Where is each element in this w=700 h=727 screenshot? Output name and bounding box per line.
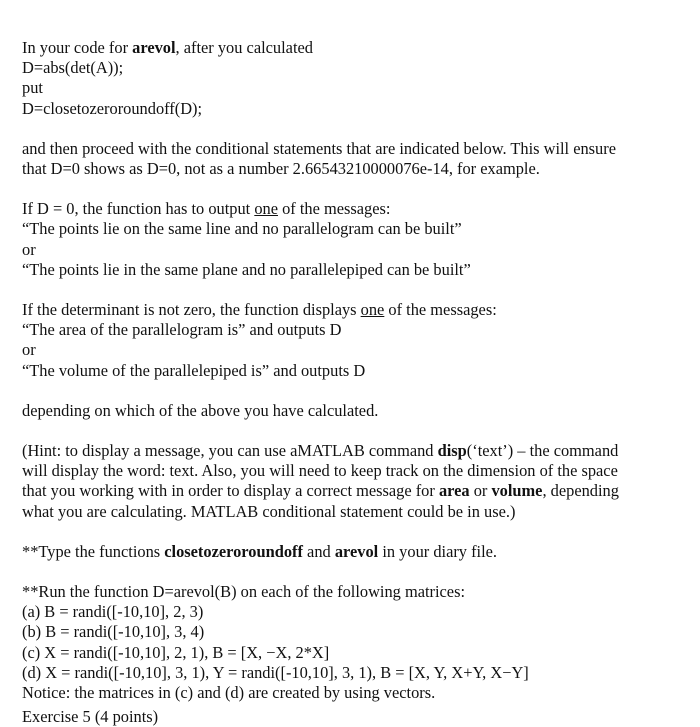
function-name-arevol: arevol xyxy=(132,38,176,57)
paragraph-hint xyxy=(22,441,662,522)
list-item: (c) X = randi([-10,10], 2, 1), B = [X, −X, 2*X] xyxy=(22,642,330,662)
text-line: put xyxy=(22,78,43,98)
message-line: “The area of the parallelogram is” and outputs D xyxy=(22,320,342,340)
paragraph-code-instructions xyxy=(22,38,662,119)
text-line: will display the word: text. Also, you will need to keep track on the dimension of the space xyxy=(22,461,618,481)
paragraph-depending xyxy=(22,401,662,421)
list-item: (b) B = randi([-10,10], 3, 4) xyxy=(22,622,205,642)
message-line: “The points lie on the same line and no parallelogram can be built” xyxy=(22,219,462,239)
paragraph-type-functions xyxy=(22,542,662,562)
text-line: or xyxy=(22,239,36,259)
code-line: D=abs(det(A)); xyxy=(22,58,124,78)
text-line: depending on which of the above you have calculated. xyxy=(22,400,379,420)
text-line: or xyxy=(22,340,36,360)
list-item: (d) X = randi([-10,10], 3, 1), Y = randi([-10,10], 3, 1), B = [X, Y, X+Y, X−Y] xyxy=(22,662,529,682)
text-line: what you are calculating. MATLAB conditional statement could be in use.) xyxy=(22,501,516,521)
text-line: and then proceed with the conditional statements that are indicated below. This will ensure xyxy=(22,138,616,158)
text-line: that you working with in order to display a correct message for area or volume, depending xyxy=(22,481,619,501)
paragraph-conditional xyxy=(22,139,662,179)
paragraph-run-function xyxy=(22,582,662,703)
paragraph-zero-case xyxy=(22,199,662,280)
next-section-heading: Exercise 5 (4 points) xyxy=(22,707,159,726)
text-line: that D=0 shows as D=0, not as a number 2.66543210000076e-14, for example. xyxy=(22,159,540,179)
document-body xyxy=(22,38,662,703)
code-line: D=closetozeroroundoff(D); xyxy=(22,98,203,118)
text-line: If D = 0, the function has to output one of the messages: xyxy=(22,199,391,219)
text-line: **Type the functions closetozeroroundoff and arevol in your diary file. xyxy=(22,541,498,561)
message-line: “The points lie in the same plane and no parallelepiped can be built” xyxy=(22,259,471,279)
text-line: (Hint: to display a message, you can use aMATLAB command disp(‘text’) – the command xyxy=(22,441,619,461)
list-item: (a) B = randi([-10,10], 2, 3) xyxy=(22,602,204,622)
text-line: In your code for arevol, after you calculated xyxy=(22,38,313,57)
text-line: If the determinant is not zero, the function displays one of the messages: xyxy=(22,300,497,320)
text-line: Notice: the matrices in (c) and (d) are created by using vectors. xyxy=(22,683,436,703)
paragraph-nonzero-case xyxy=(22,300,662,381)
text-line: **Run the function D=arevol(B) on each of the following matrices: xyxy=(22,582,466,602)
message-line: “The volume of the parallelepiped is” and outputs D xyxy=(22,360,366,380)
